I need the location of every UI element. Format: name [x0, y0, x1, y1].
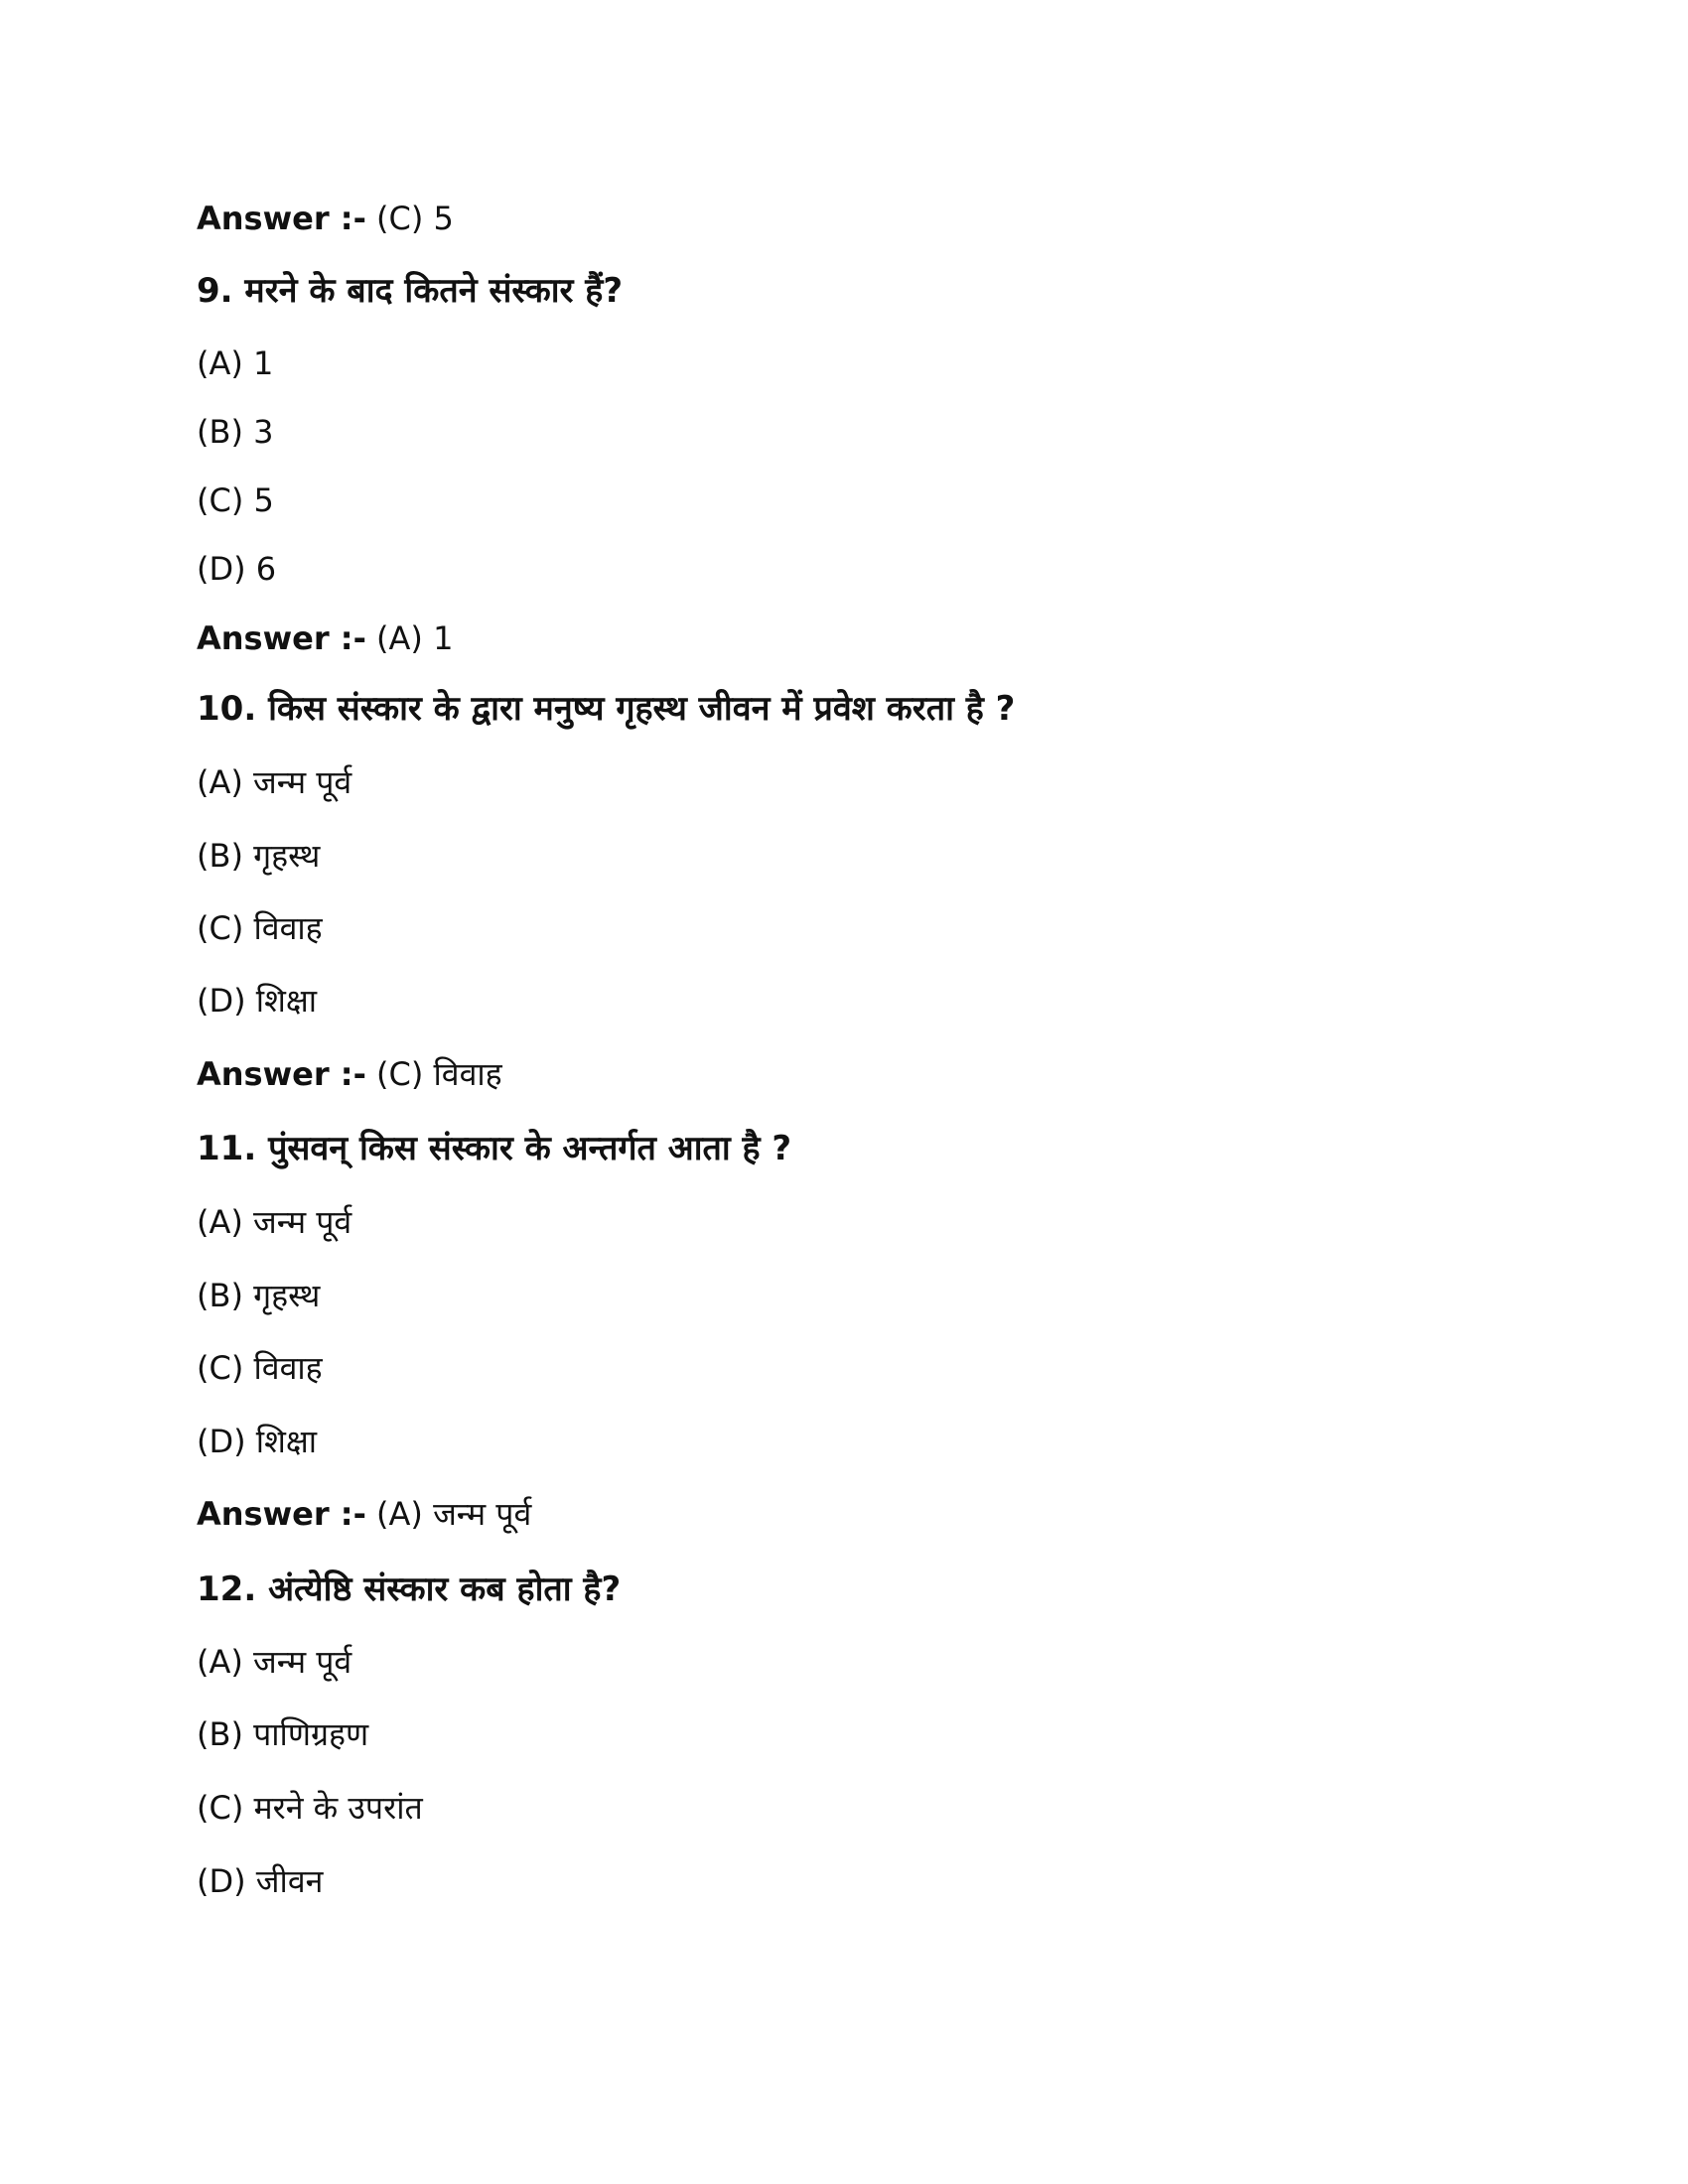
option-line: (B) गृहस्थ — [197, 1277, 321, 1314]
option-line: (C) मरने के उपरांत — [197, 1789, 423, 1827]
question-12: 12. अंत्येष्ठि संस्कार कब होता है? — [197, 1570, 622, 1609]
option-line: (A) जन्म पूर्व — [197, 1203, 352, 1241]
answer-value: (A) जन्म पूर्व — [376, 1495, 532, 1533]
option-line: (D) शिक्षा — [197, 1423, 318, 1460]
option-line: (A) जन्म पूर्व — [197, 763, 352, 801]
option-line: (C) विवाह — [197, 1349, 323, 1387]
question-11: 11. पुंसवन् किस संस्कार के अन्तर्गत आता है ? — [197, 1129, 792, 1168]
answer-line — [197, 1495, 532, 1533]
option-line: (D) जीवन — [197, 1862, 324, 1900]
option-line: (B) गृहस्थ — [197, 837, 321, 875]
option-line: (D) 6 — [197, 550, 277, 588]
answer-value: (C) विवाह — [376, 1055, 502, 1093]
option-line: (A) जन्म पूर्व — [197, 1643, 352, 1681]
option-line: (B) 3 — [197, 413, 274, 451]
question-9: 9. मरने के बाद कितने संस्कार हैं? — [197, 271, 624, 311]
answer-line — [197, 1055, 502, 1093]
answer-value: (C) 5 — [376, 200, 454, 237]
option-line: (C) विवाह — [197, 909, 323, 947]
option-line: (C) 5 — [197, 481, 274, 519]
answer-line — [197, 619, 454, 657]
option-line: (A) 1 — [197, 344, 274, 382]
answer-label: Answer :- — [197, 619, 366, 657]
option-line: (B) पाणिग्रहण — [197, 1715, 369, 1753]
option-line: (D) शिक्षा — [197, 982, 318, 1020]
answer-label: Answer :- — [197, 1495, 366, 1533]
answer-label: Answer :- — [197, 1055, 366, 1093]
answer-value: (A) 1 — [376, 619, 454, 657]
answer-label: Answer :- — [197, 200, 366, 237]
question-10: 10. किस संस्कार के द्वारा मनुष्य गृहस्थ जीवन में प्रवेश करता है ? — [197, 689, 1016, 729]
answer-line — [197, 200, 454, 237]
